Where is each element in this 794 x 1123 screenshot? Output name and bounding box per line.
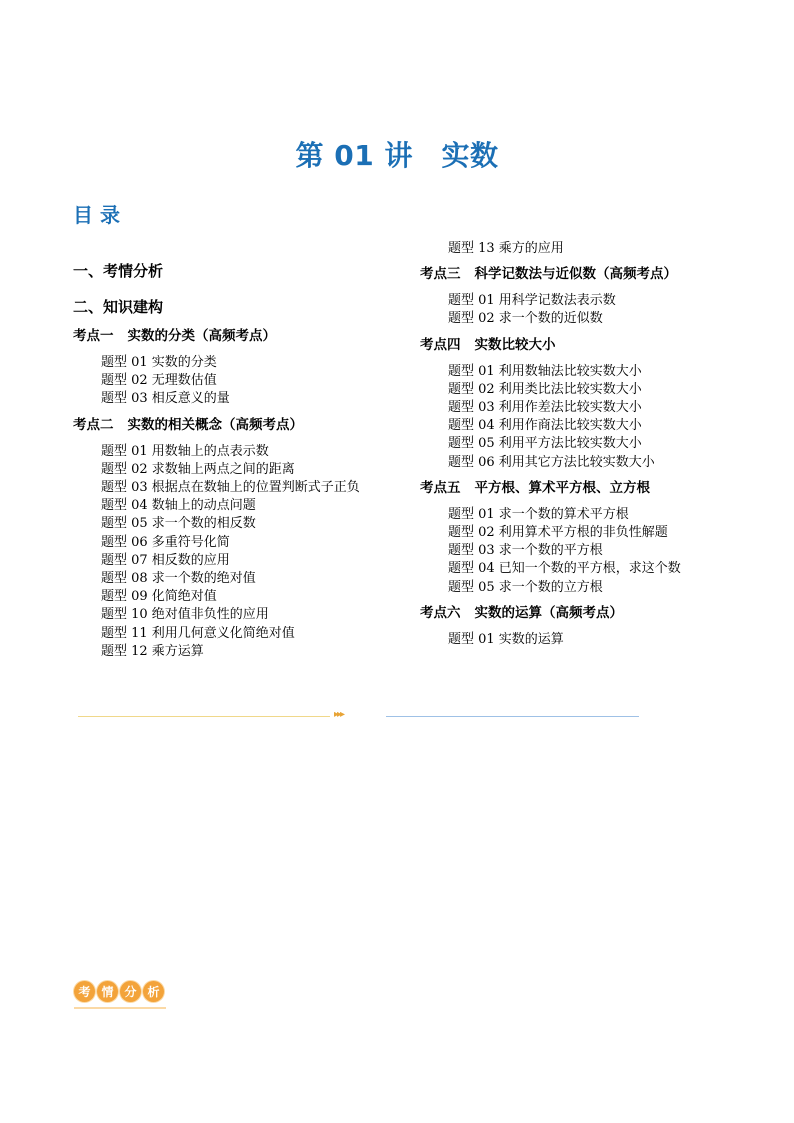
toc-group-kp2	[73, 415, 360, 661]
toc-item[interactable]: 题型 10 绝对值非负性的应用	[101, 607, 269, 623]
kp-number: 考点一	[73, 328, 114, 344]
toc-left-column	[73, 326, 360, 661]
divider-right-line	[386, 716, 639, 717]
kp-number: 考点三	[420, 266, 461, 283]
kp-number: 考点四	[420, 336, 461, 353]
toc-item[interactable]: 题型 07 相反数的应用	[101, 552, 230, 568]
badge-char: 分	[120, 981, 141, 1002]
toc-item[interactable]: 题型 04 已知一个数的平方根，求这个数	[448, 561, 681, 577]
badge-char: 考	[74, 981, 95, 1002]
toc-item[interactable]: 题型 01 利用数轴法比较实数大小	[448, 363, 642, 379]
toc-item[interactable]: 题型 01 用数轴上的点表示数	[101, 443, 269, 459]
toc-group-kp1	[73, 326, 360, 409]
toc-kp-heading[interactable]	[73, 415, 360, 435]
toc-item[interactable]: 题型 02 求数轴上两点之间的距离	[101, 461, 295, 477]
toc-item[interactable]: 题型 05 求一个数的相反数	[101, 516, 256, 532]
toc-kp-heading[interactable]	[420, 335, 681, 355]
kp-title: 实数的分类（高频考点）	[127, 328, 276, 344]
toc-item[interactable]: 题型 04 利用作商法比较实数大小	[448, 418, 642, 434]
toc-item[interactable]: 题型 03 利用作差法比较实数大小	[448, 400, 642, 416]
kp-title: 实数比较大小	[474, 336, 556, 353]
badge-char: 析	[143, 981, 164, 1002]
toc-item[interactable]: 题型 03 求一个数的平方根	[448, 543, 603, 559]
kp-title: 科学记数法与近似数（高频考点）	[474, 266, 677, 283]
toc-item[interactable]: 题型 02 利用类比法比较实数大小	[448, 381, 642, 397]
toc-item[interactable]: 题型 13 乘方的应用	[448, 241, 564, 256]
kp-title: 实数的相关概念（高频考点）	[127, 416, 303, 433]
toc-kp-heading[interactable]	[73, 326, 360, 346]
toc-item[interactable]: 题型 03 相反意义的量	[101, 391, 230, 407]
toc-group-kp4	[420, 335, 681, 472]
toc-item[interactable]: 题型 01 用科学记数法表示数	[448, 293, 616, 309]
kp-title: 实数的运算（高频考点）	[474, 604, 623, 621]
kp-number: 考点六	[420, 604, 461, 621]
toc-item[interactable]: 题型 06 多重符号化简	[101, 534, 230, 550]
toc-item[interactable]: 题型 02 求一个数的近似数	[448, 311, 603, 327]
toc-item[interactable]: 题型 01 实数的分类	[101, 355, 217, 370]
toc-item[interactable]: 题型 01 求一个数的算术平方根	[448, 506, 629, 522]
toc-item[interactable]: 题型 04 数轴上的动点问题	[101, 498, 256, 514]
section-exam-analysis[interactable]: 一、考情分析	[73, 262, 164, 280]
toc-kp-heading[interactable]	[420, 478, 681, 498]
toc-item[interactable]: 题型 01 实数的运算	[448, 631, 564, 647]
toc-item[interactable]: 题型 06 利用其它方法比较实数大小	[448, 454, 655, 470]
kp-title: 平方根、算术平方根、立方根	[474, 479, 650, 496]
badge-underline	[74, 1007, 166, 1009]
toc-group-kp6	[420, 603, 681, 649]
divider-left-line	[78, 716, 330, 717]
toc-right-column	[420, 240, 681, 649]
section-knowledge-construction[interactable]: 二、知识建构	[73, 298, 164, 316]
toc-item[interactable]: 题型 09 化简绝对值	[101, 589, 217, 605]
toc-item[interactable]: 题型 05 求一个数的立方根	[448, 579, 603, 595]
kp-number: 考点五	[420, 479, 461, 496]
divider-arrows-icon: ▸▸▸	[334, 709, 344, 720]
toc-kp-heading[interactable]	[420, 603, 681, 623]
toc-item[interactable]: 题型 02 利用算术平方根的非负性解题	[448, 525, 668, 541]
toc-item[interactable]: 题型 12 乘方运算	[101, 643, 204, 659]
toc-group-kp3	[420, 264, 681, 328]
page-title: 第 01 讲 实数	[295, 139, 499, 172]
toc-item[interactable]: 题型 03 根据点在数轴上的位置判断式子正负	[101, 480, 360, 496]
toc-item[interactable]: 题型 11 利用几何意义化简绝对值	[101, 625, 295, 641]
toc-item[interactable]: 题型 02 无理数估值	[101, 373, 217, 389]
badge-char: 情	[97, 981, 118, 1002]
exam-analysis-badge	[74, 981, 166, 1002]
kp-number: 考点二	[73, 416, 114, 433]
toc-heading: 目 录	[73, 203, 120, 227]
toc-item[interactable]: 题型 05 利用平方法比较实数大小	[448, 436, 642, 452]
toc-group-kp5	[420, 478, 681, 597]
toc-item[interactable]: 题型 08 求一个数的绝对值	[101, 571, 256, 587]
toc-kp-heading[interactable]	[420, 264, 681, 284]
